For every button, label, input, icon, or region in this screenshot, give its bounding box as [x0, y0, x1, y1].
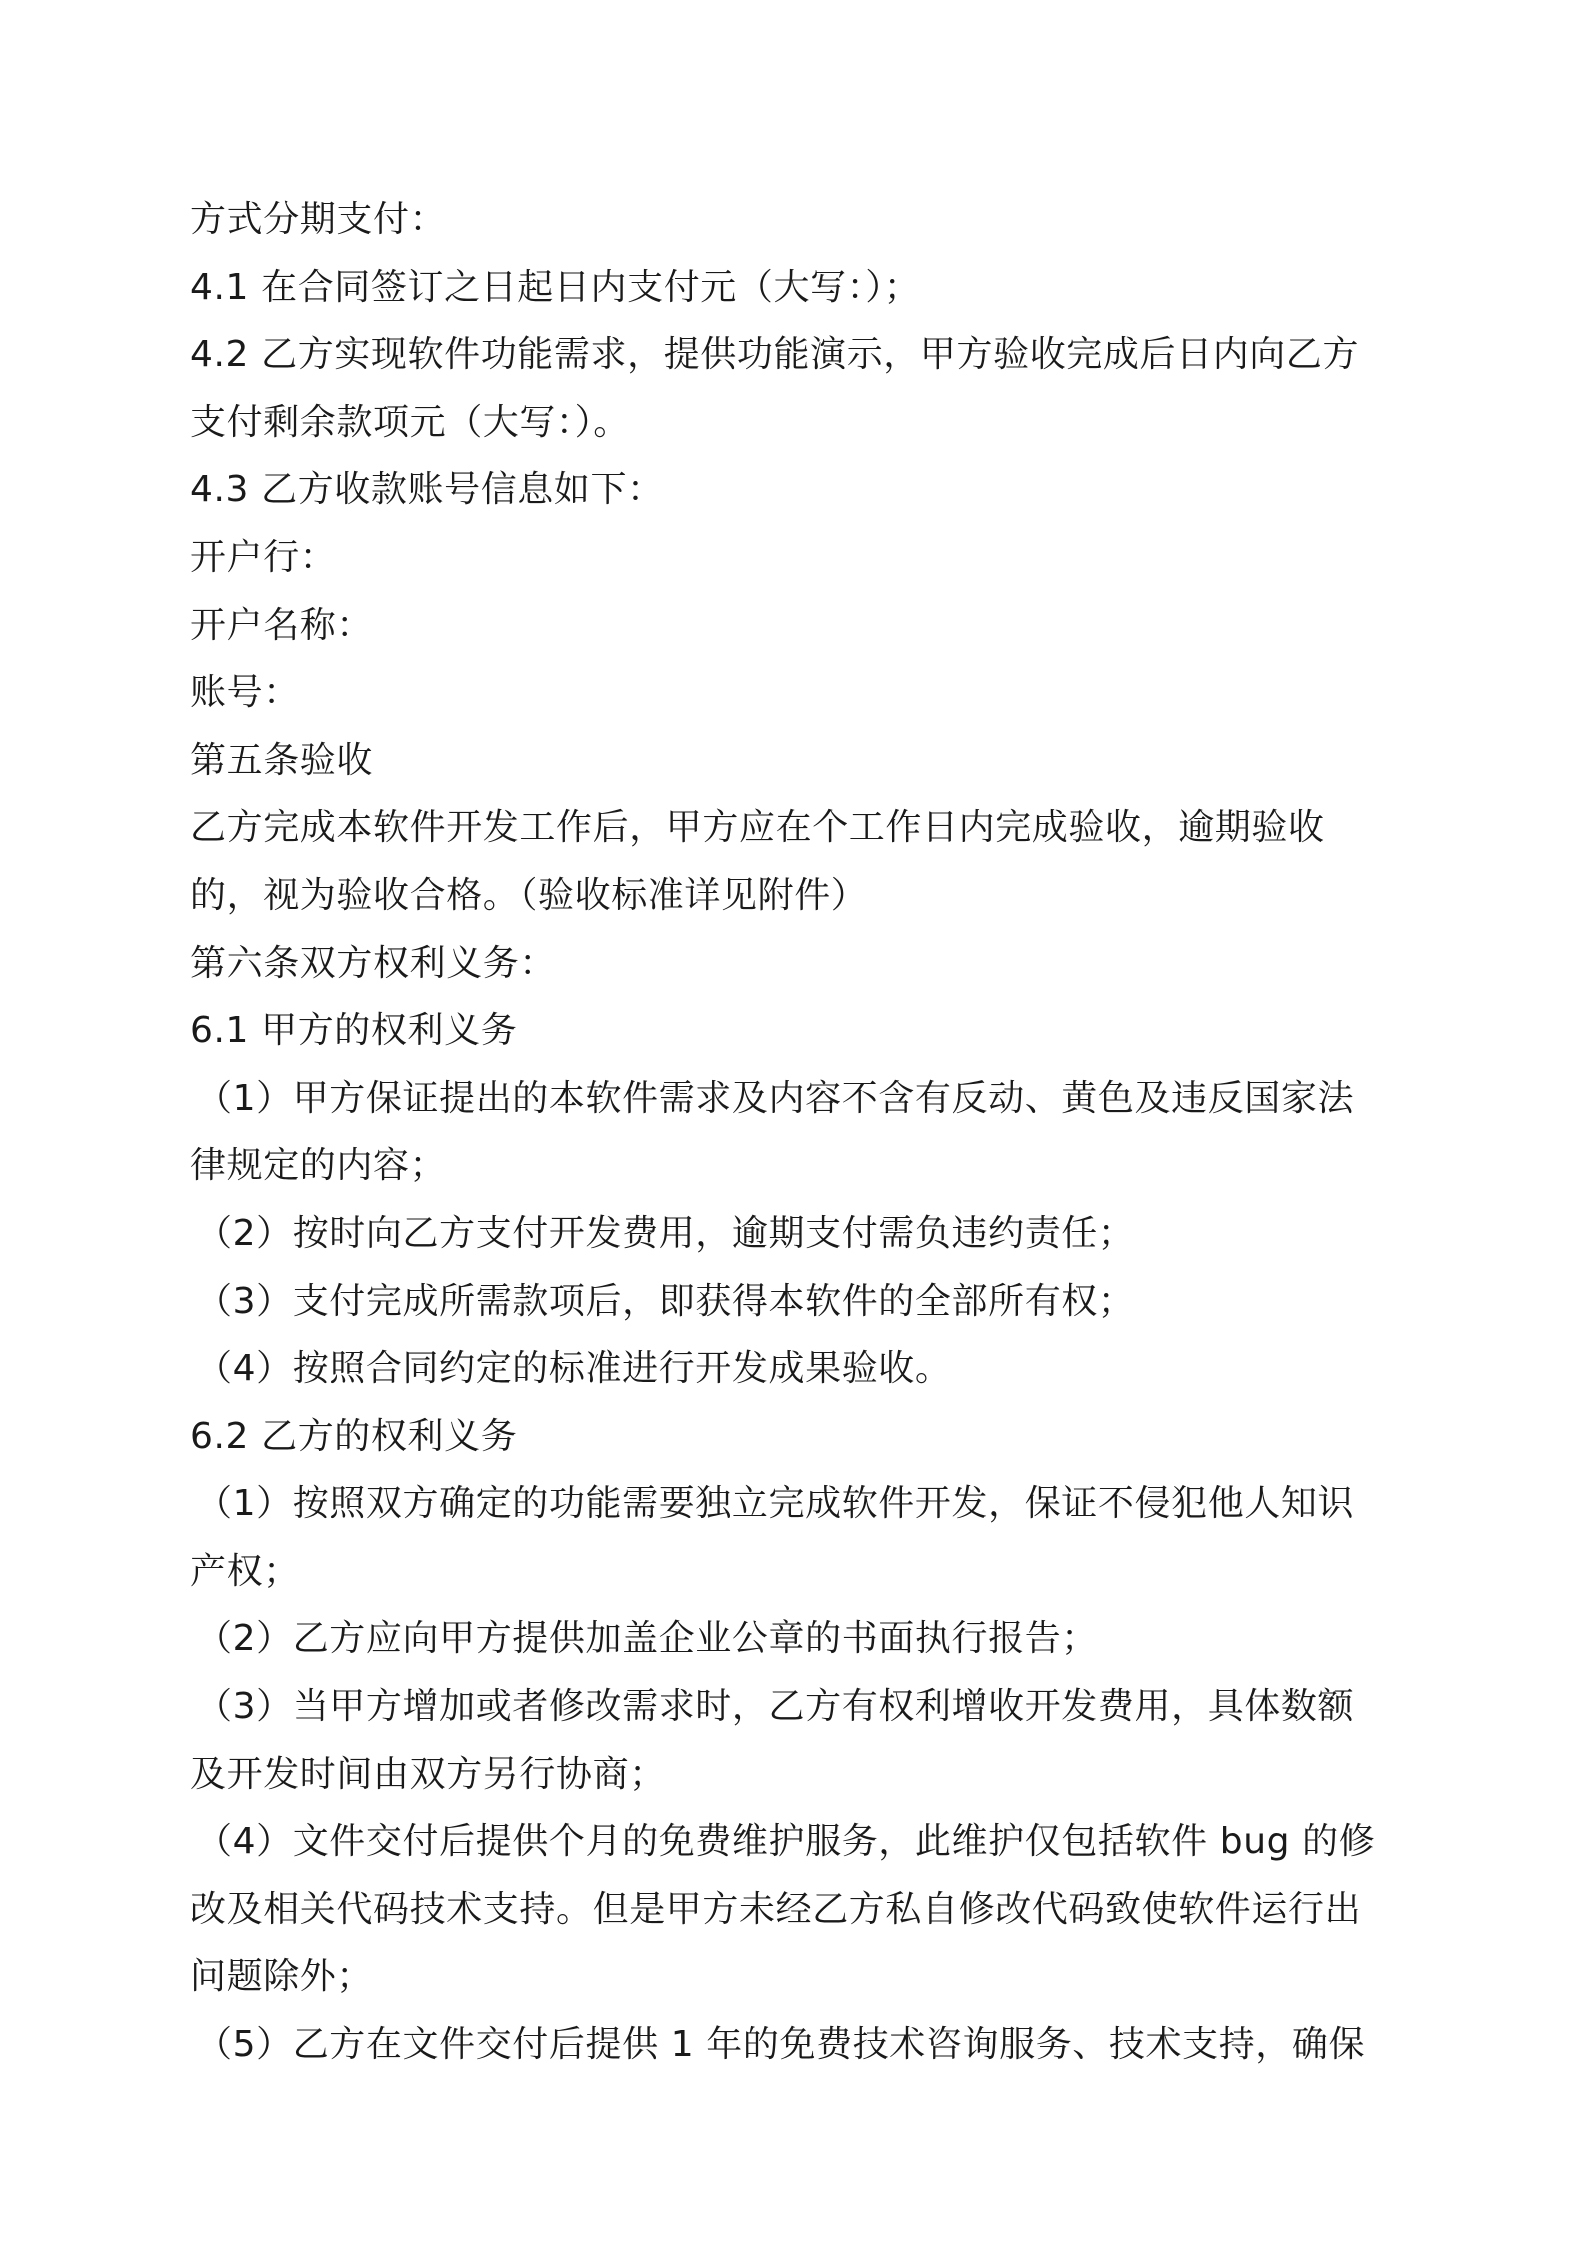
- clause-6-2-item-4-continued-2: 问题除外；: [190, 1956, 374, 1998]
- clause-6-1-heading: 6.1 甲方的权利义务: [190, 1010, 518, 1052]
- clause-6-1-item-2: （2）按时向乙方支付开发费用，逾期支付需负违约责任；: [196, 1212, 1135, 1254]
- clause-4-2-continued: 支付剩余款项元（大写：）。: [190, 401, 630, 443]
- document-body: [190, 186, 1410, 2079]
- clause-4-1: 4.1 在合同签订之日起日内支付元（大写：）；: [190, 266, 921, 308]
- clause-4-2: 4.2 乙方实现软件功能需求，提供功能演示，甲方验收完成后日内向乙方: [190, 334, 1360, 376]
- clause-4-3: 4.3 乙方收款账号信息如下：: [190, 469, 664, 511]
- article-5-heading: 第五条验收: [190, 739, 374, 781]
- account-number-field: 账号：: [190, 672, 300, 714]
- clause-6-2-item-4-continued: 改及相关代码技术支持。但是甲方未经乙方私自修改代码致使软件运行出: [190, 1888, 1362, 1930]
- text-line-payment-installment: 方式分期支付：: [190, 199, 447, 240]
- bank-name-field: 开户行：: [190, 536, 337, 578]
- clause-6-1-item-1: （1）甲方保证提出的本软件需求及内容不含有反动、黄色及违反国家法: [196, 1077, 1355, 1119]
- article-6-heading: 第六条双方权利义务：: [190, 942, 557, 984]
- clause-6-2-item-5: （5）乙方在文件交付后提供 1 年的免费技术咨询服务、技术支持，确保: [196, 2024, 1366, 2066]
- clause-6-1-item-3: （3）支付完成所需款项后，即获得本软件的全部所有权；: [196, 1280, 1135, 1322]
- clause-6-2-item-4: （4）文件交付后提供个月的免费维护服务，此维护仅包括软件 bug 的修: [196, 1821, 1376, 1863]
- account-holder-field: 开户名称：: [190, 604, 374, 646]
- clause-6-2-heading: 6.2 乙方的权利义务: [190, 1415, 518, 1457]
- clause-6-2-item-3-continued: 及开发时间由双方另行协商；: [190, 1753, 666, 1795]
- article-5-text: 乙方完成本软件开发工作后，甲方应在个工作日内完成验收，逾期验收: [190, 807, 1325, 849]
- clause-6-2-item-1-continued: 产权；: [190, 1550, 300, 1592]
- clause-6-2-item-2: （2）乙方应向甲方提供加盖企业公章的书面执行报告；: [196, 1618, 1098, 1660]
- clause-6-2-item-1: （1）按照双方确定的功能需要独立完成软件开发，保证不侵犯他人知识: [196, 1483, 1355, 1525]
- article-5-text-continued: 的，视为验收合格。（验收标准详见附件）: [190, 874, 868, 916]
- clause-6-1-item-1-continued: 律规定的内容；: [190, 1145, 447, 1187]
- clause-6-2-item-3: （3）当甲方增加或者修改需求时，乙方有权利增收开发费用，具体数额: [196, 1686, 1355, 1728]
- clause-6-1-item-4: （4）按照合同约定的标准进行开发成果验收。: [196, 1348, 952, 1390]
